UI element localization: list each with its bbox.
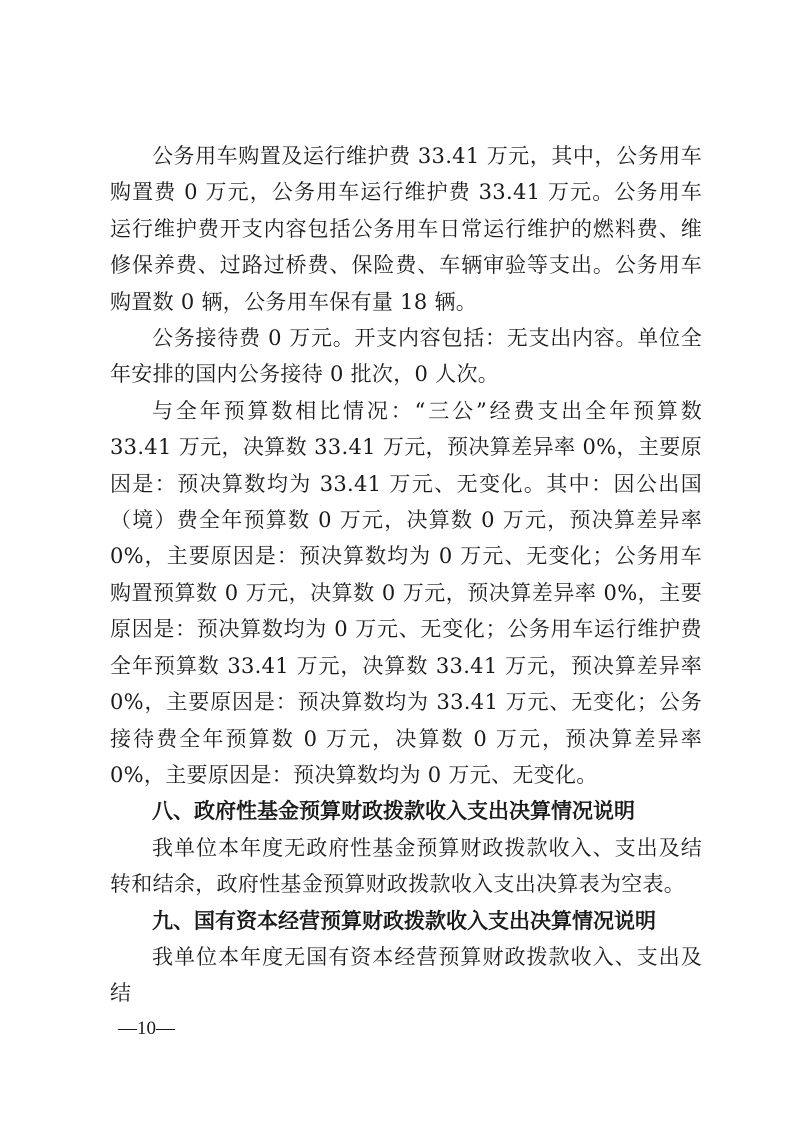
- page-number: —10—: [118, 1018, 175, 1039]
- section-heading-8: 八、政府性基金预算财政拨款收入支出决算情况说明: [152, 799, 635, 824]
- paragraph-reception-costs: 公务接待费 0 万元。开支内容包括：无支出内容。单位全年安排的国内公务接待 0 批次，0 人次。: [110, 326, 702, 387]
- section-heading-9: 九、国有资本经营预算财政拨款收入支出决算情况说明: [152, 908, 656, 933]
- page-body: [110, 138, 702, 1012]
- paragraph-vehicle-costs: 公务用车购置及运行维护费 33.41 万元，其中，公务用车购置费 0 万元，公务用车运行维护费 33.41 万元。公务用车运行维护费开支内容包括公务用车日常运行维护的燃料费、维修保养费、过路过桥费、保险费、车辆审验等支出。公务用车购置数 0 辆，公务用车保有量 18 辆。: [110, 144, 702, 314]
- paragraph-budget-comparison: 与全年预算数相比情况：“三公”经费支出全年预算数 33.41 万元，决算数 33.41 万元，预决算差异率 0%，主要原因是：预决算数均为 33.41 万元、无变化。其中：因公出国（境）费全年预算数 0 万元，决算数 0 万元，预决算差异率 0%，主要原因是：预决算数均为 0 万元、无变化；公务用车购置预算数 0 万元，决算数 0 万元，预决算差异率 0%，主要原因是：预决算数均为 0 万元、无变化；公务用车运行维护费全年预算数 33.41 万元，决算数 33.41 万元，预决算差异率 0%，主要原因是：预决算数均为 33.41 万元、无变化；公务接待费全年预算数 0 万元，决算数 0 万元，预决算差异率 0%，主要原因是：预决算数均为 0 万元、无变化。: [110, 398, 702, 787]
- section-9-text: 我单位本年度无国有资本经营预算财政拨款收入、支出及结: [110, 944, 702, 1006]
- section-8-text: 我单位本年度无政府性基金预算财政拨款收入、支出及结转和结余，政府性基金预算财政拨款收入支出决算表为空表。: [110, 835, 702, 897]
